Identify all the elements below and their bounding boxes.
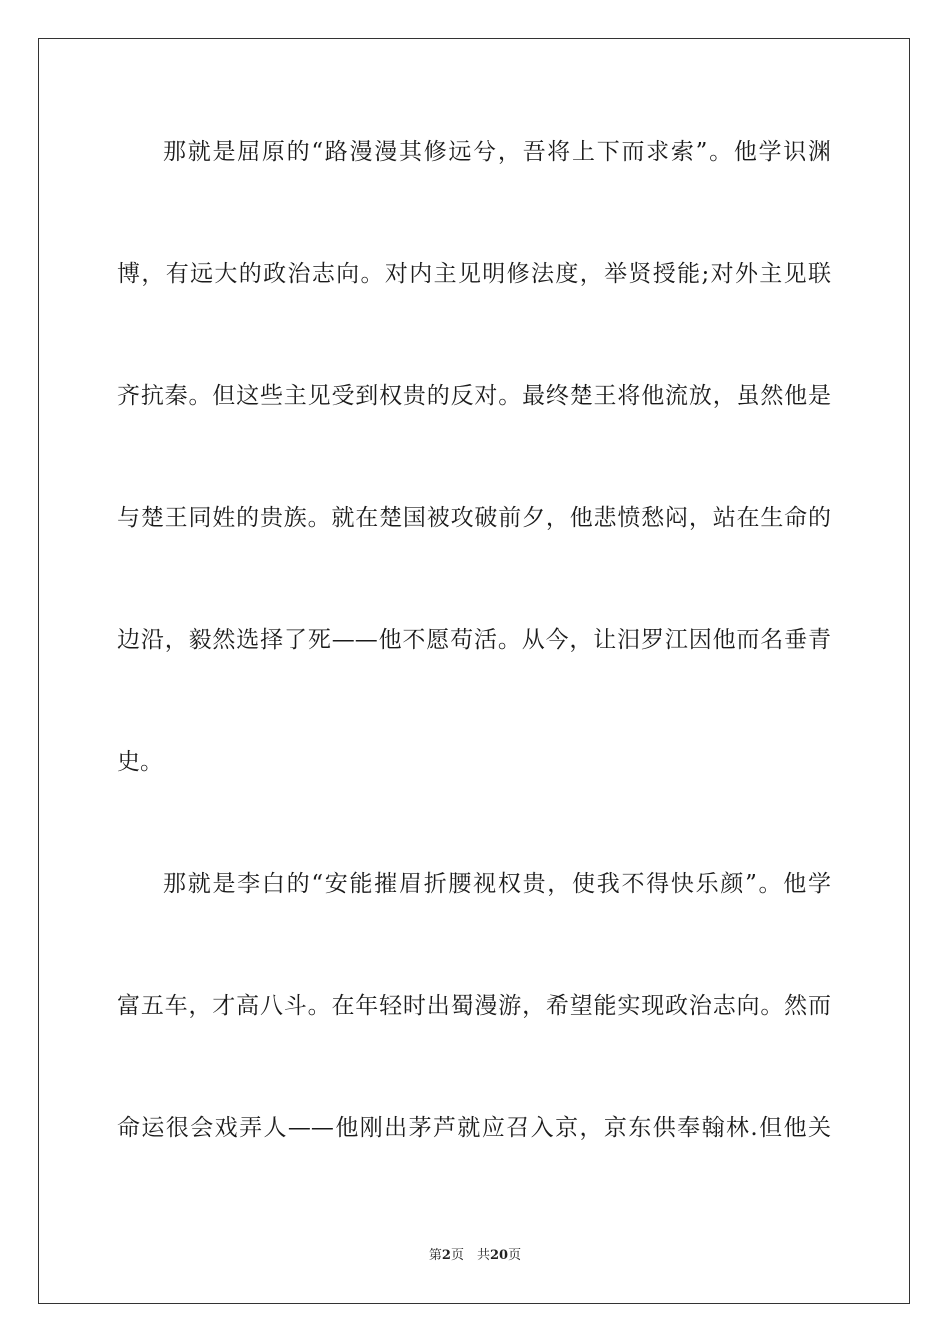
page-number: 2: [441, 1248, 451, 1263]
page-suffix: 页: [450, 1248, 464, 1263]
page-prefix: 第: [428, 1248, 442, 1263]
paragraph-2-line-1: 那就是李白的“安能摧眉折腰视权贵，使我不得快乐颜”。他学: [163, 871, 831, 897]
paragraph-1-line-6: 史。: [117, 749, 163, 775]
total-suffix: 页: [508, 1248, 522, 1263]
document-body: [117, 130, 831, 1228]
paragraph-1-line-2: 博，有远大的政治志向。对内主见明修法度，举贤授能;对外主见联: [117, 261, 831, 287]
paragraph-1-line-3: 齐抗秦。但这些主见受到权贵的反对。最终楚王将他流放，虽然他是: [117, 383, 831, 409]
paragraph-1-line-5: 边沿，毅然选择了死——他不愿苟活。从今，让汨罗江因他而名垂青: [117, 627, 831, 653]
total-pages: 20: [489, 1248, 509, 1263]
paragraph-1-line-4: 与楚王同姓的贵族。就在楚国被攻破前夕，他悲愤愁闷，站在生命的: [117, 505, 831, 531]
total-prefix: 共: [476, 1248, 490, 1263]
paragraph-2-line-3: 命运很会戏弄人——他刚出茅芦就应召入京，京东供奉翰林.但他关: [117, 1115, 831, 1141]
paragraph-1-line-1: 那就是屈原的“路漫漫其修远兮，吾将上下而求索”。他学识渊: [163, 139, 831, 165]
page-footer: [0, 1244, 950, 1263]
paragraph-2-line-2: 富五车，才高八斗。在年轻时出蜀漫游，希望能实现政治志向。然而: [117, 993, 831, 1019]
